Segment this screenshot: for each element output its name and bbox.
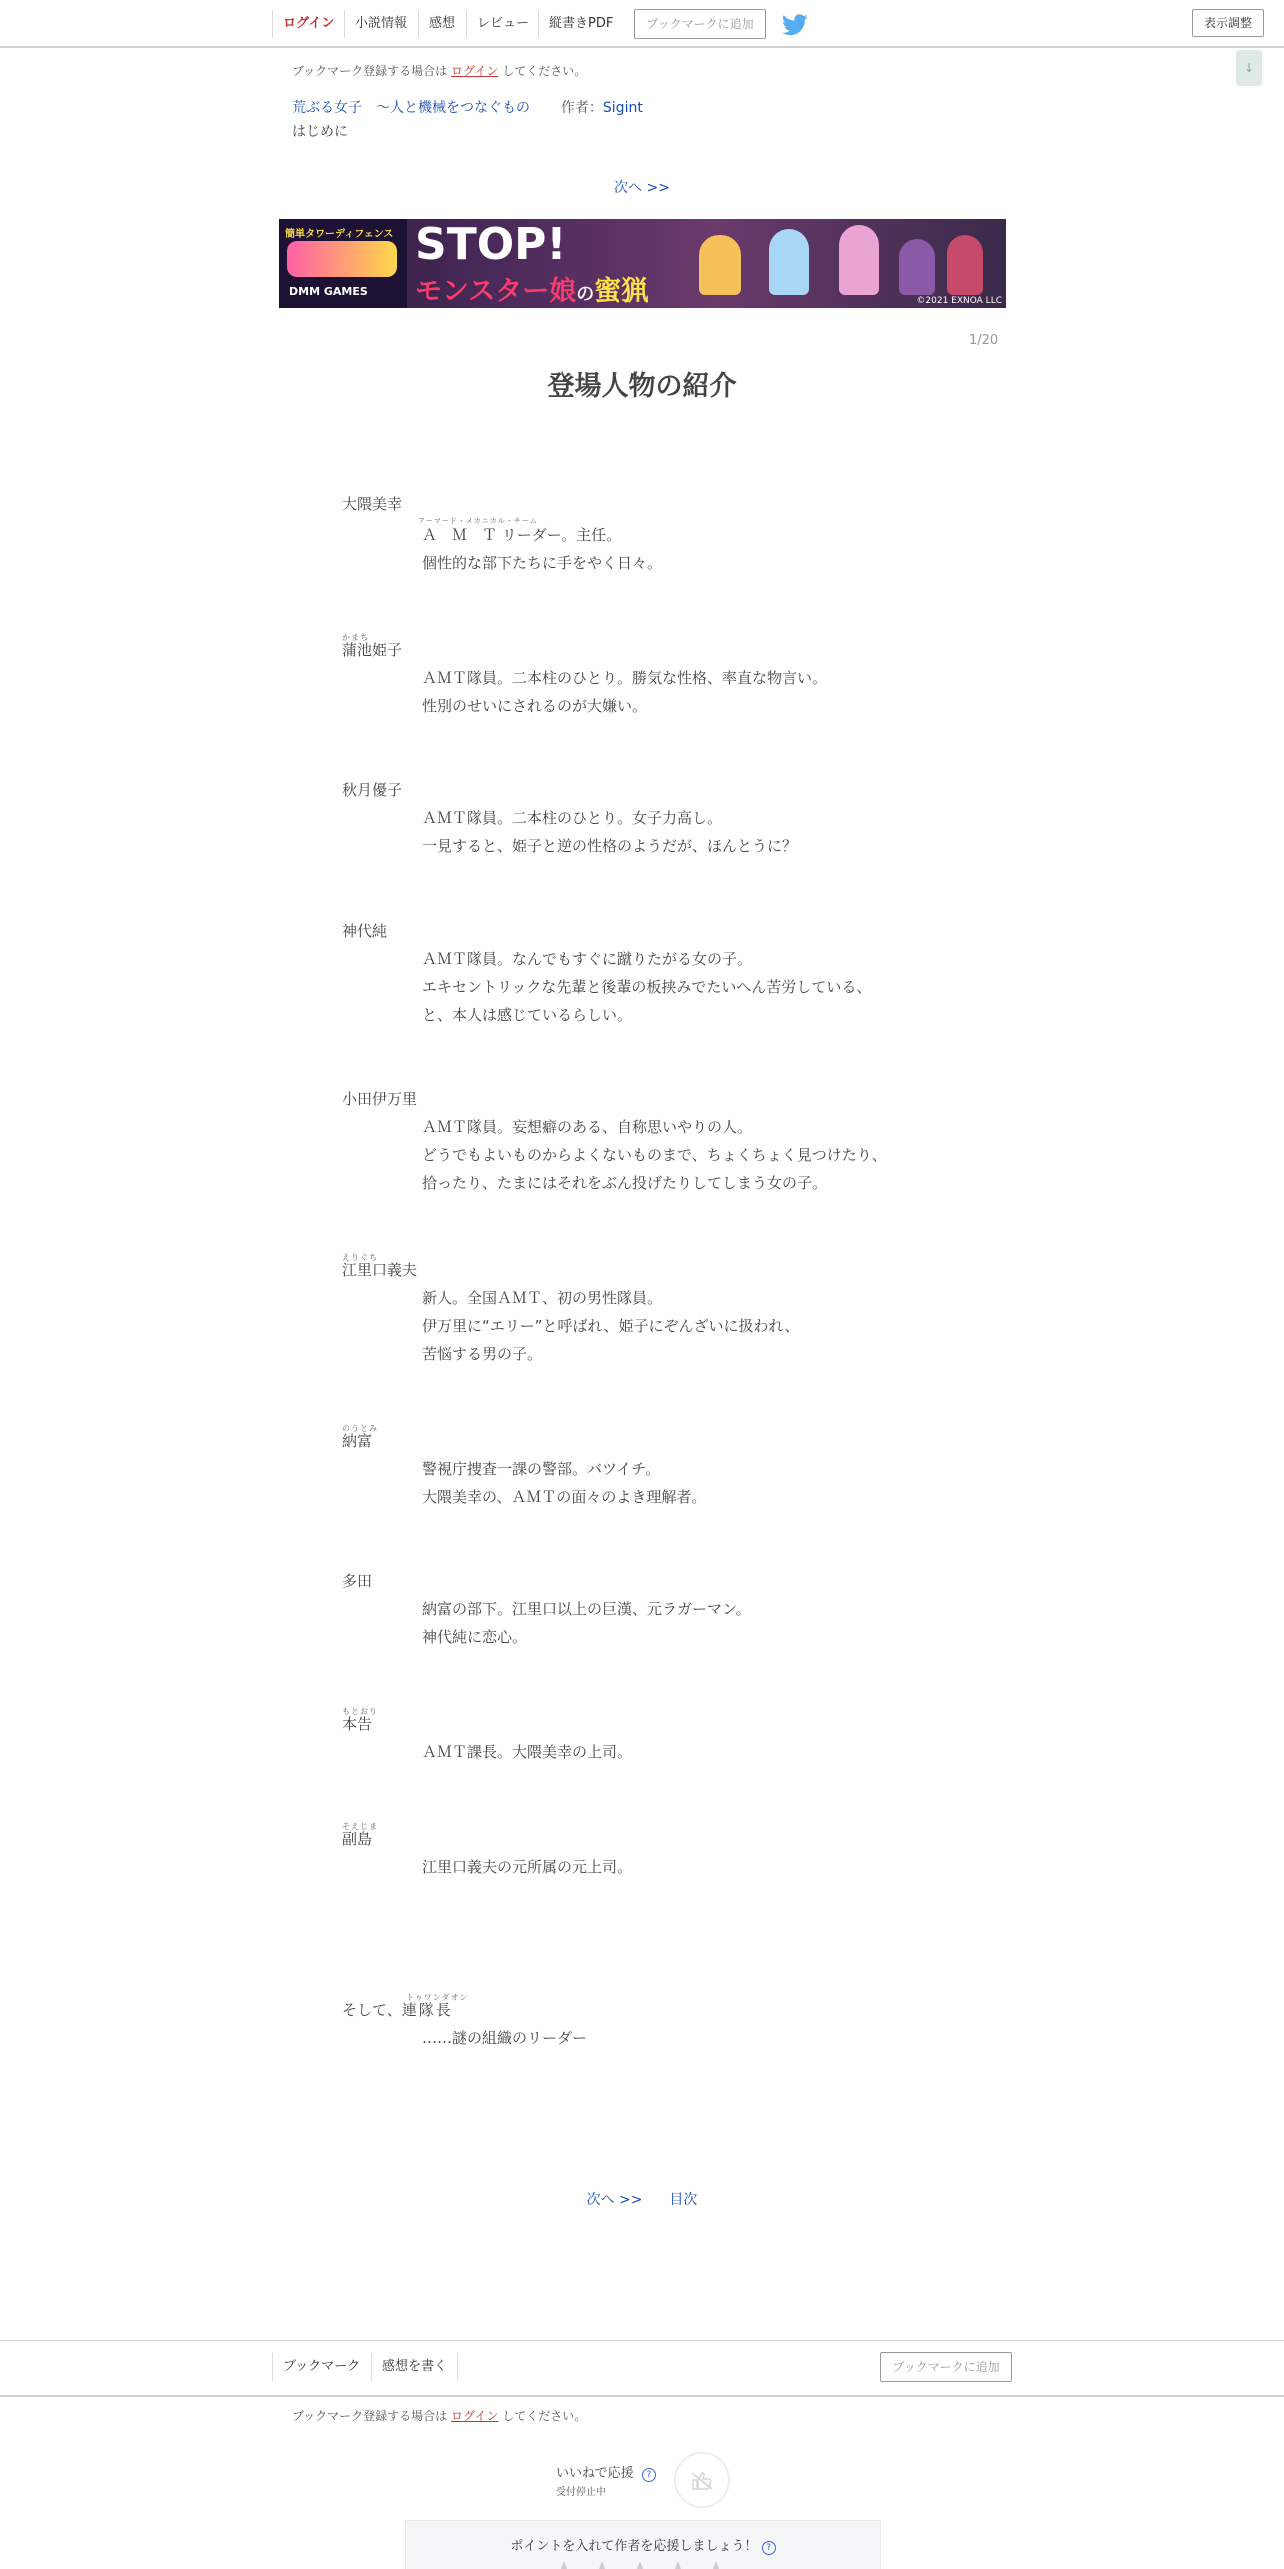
top-nav-bar bbox=[0, 0, 1284, 48]
page-counter: 1/20 bbox=[969, 333, 999, 348]
help-icon[interactable]: ? bbox=[762, 2541, 776, 2555]
character-desc-line: 伊万里に“エリー”と呼ばれ、姫子にぞんざいに扱われ、 bbox=[422, 1317, 800, 1335]
footer-nav-bar bbox=[0, 2340, 1284, 2397]
character-name: 江里口義夫 bbox=[342, 1261, 418, 1279]
closing-name bbox=[342, 1999, 453, 2020]
character-desc-line: ＡＭＴ隊員。なんでもすぐに蹴りたがる女の子。 bbox=[422, 950, 753, 968]
author-link[interactable]: Sigint bbox=[602, 100, 643, 116]
like-status: 受付停止中 bbox=[556, 2487, 606, 2498]
novel-title-link[interactable]: 荒ぶる女子 ～人と機械をつなぐもの bbox=[292, 100, 530, 116]
closing-prefix: そして、 bbox=[342, 2001, 402, 2019]
character-name: 小田伊万里 bbox=[342, 1090, 418, 1108]
write-impression-link[interactable]: 感想を書く bbox=[382, 2359, 448, 2374]
character-desc-line: 新人。全国ＡＭＴ、初の男性隊員。 bbox=[422, 1289, 663, 1307]
character-desc-line: 納富の部下。江里口以上の巨漢、元ラガーマン。 bbox=[422, 1600, 751, 1618]
like-label bbox=[556, 2462, 656, 2482]
bookmark-add-button[interactable]: ブックマークに追加 bbox=[634, 9, 766, 39]
character-ruby: そえじま bbox=[342, 1822, 378, 1831]
footer-bookmark-add-button[interactable]: ブックマークに追加 bbox=[880, 2352, 1012, 2382]
vertical-pdf-link[interactable]: 縦書きPDF bbox=[549, 16, 614, 31]
note-suffix: してください。 bbox=[502, 2409, 587, 2423]
login-link[interactable]: ログイン bbox=[283, 16, 335, 31]
closing-ruby: トゥワンダオン bbox=[406, 1993, 469, 2002]
character-desc-line: ＡＭＴ隊員。妄想癖のある、自称思いやりの人。 bbox=[422, 1118, 753, 1136]
closing-desc-line: ……謎の組織のリーダー bbox=[422, 2029, 588, 2047]
next-page-link-bottom[interactable]: 次へ >> bbox=[586, 2192, 643, 2208]
character-name: 大隈美幸 bbox=[342, 495, 403, 513]
character-name: 秋月優子 bbox=[342, 781, 403, 799]
arrow-down-icon: ↓ bbox=[1243, 61, 1255, 75]
like-button[interactable] bbox=[674, 2452, 730, 2508]
chapter-name: はじめに bbox=[292, 124, 348, 140]
note-prefix: ブックマーク登録する場合は bbox=[292, 2409, 448, 2423]
impressions-link[interactable]: 感想 bbox=[429, 16, 456, 31]
table-of-contents-link[interactable]: 目次 bbox=[669, 2192, 698, 2208]
points-prompt-text: ポイントを入れて作者を応援しましょう！ bbox=[510, 2539, 758, 2554]
scroll-down-button[interactable] bbox=[1236, 50, 1262, 86]
character-desc-line: 大隈美幸の、ＡＭＴの面々のよき理解者。 bbox=[422, 1488, 707, 1506]
character-desc-line: ＡＭＴ課長。大隈美幸の上司。 bbox=[422, 1743, 633, 1761]
note-login-link[interactable]: ログイン bbox=[451, 64, 499, 78]
banner-stop-text: STOP! bbox=[415, 219, 567, 270]
character-name: 副島 bbox=[342, 1830, 373, 1848]
points-prompt bbox=[406, 2535, 880, 2555]
nav-divider bbox=[457, 2353, 458, 2381]
footer-bookmark-login-note bbox=[292, 2407, 586, 2424]
note-login-link[interactable]: ログイン bbox=[451, 2409, 499, 2423]
banner-ad[interactable] bbox=[279, 219, 1006, 308]
character-ruby: もとおり bbox=[342, 1707, 378, 1716]
character-ruby: アーマード・メカニカル・チーム bbox=[418, 517, 538, 525]
character-desc-line: 警視庁捜査一課の警部。バツイチ。 bbox=[422, 1460, 661, 1478]
character-name: 蒲池姫子 bbox=[342, 641, 403, 659]
character-desc-line: 性別のせいにされるのが大嫌い。 bbox=[422, 697, 648, 715]
bookmark-login-note bbox=[292, 62, 586, 79]
display-settings-button[interactable]: 表示調整 bbox=[1192, 9, 1264, 37]
character-ruby: かまち bbox=[342, 633, 369, 642]
character-desc-line: Ａ Ｍ Ｔ リーダー。主任。 bbox=[422, 526, 622, 544]
character-desc-line: と、本人は感じているらしい。 bbox=[422, 1006, 633, 1024]
banner-tagline: 簡単タワーディフェンス bbox=[285, 229, 394, 240]
closing-character: 連隊長 bbox=[401, 2001, 453, 2019]
like-disabled-icon bbox=[690, 2471, 714, 2491]
character-desc-line: 神代純に恋心。 bbox=[422, 1628, 528, 1646]
character-name: 神代純 bbox=[342, 922, 388, 940]
character-desc-line: 拾ったり、たまにはそれをぶん投げたりしてしまう女の子。 bbox=[422, 1174, 828, 1192]
character-ruby: のうとみ bbox=[342, 1424, 378, 1433]
like-label-text: いいねで応援 bbox=[556, 2466, 634, 2481]
twitter-icon[interactable] bbox=[782, 14, 808, 36]
banner-logo-area bbox=[279, 219, 407, 308]
novel-header bbox=[292, 97, 643, 117]
character-desc-line: ＡＭＴ隊員。二本柱のひとり。女子力高し。 bbox=[422, 809, 723, 827]
banner-headline bbox=[415, 269, 648, 308]
bottom-pager bbox=[0, 2189, 1284, 2209]
character-ruby: えりぐち bbox=[342, 1253, 378, 1262]
character-desc-line: 江里口義夫の元所属の元上司。 bbox=[422, 1858, 633, 1876]
next-page-link-top[interactable]: 次へ >> bbox=[614, 180, 670, 196]
character-name: 多田 bbox=[342, 1572, 373, 1590]
game-logo-icon bbox=[287, 241, 397, 277]
character-name: 納富 bbox=[342, 1432, 373, 1450]
character-name: 本告 bbox=[342, 1715, 373, 1733]
points-panel bbox=[405, 2520, 881, 2569]
banner-characters-illustration bbox=[699, 225, 989, 297]
review-link[interactable]: レビュー bbox=[477, 16, 530, 31]
note-suffix: してください。 bbox=[502, 64, 587, 78]
episode-title: 登場人物の紹介 bbox=[547, 371, 737, 402]
character-desc-line: エキセントリックな先輩と後輩の板挟みでたいへん苦労している、 bbox=[422, 978, 872, 996]
bookmark-list-link[interactable]: ブックマーク bbox=[283, 2359, 361, 2374]
banner-headline-c: 蜜猟 bbox=[594, 276, 649, 307]
character-desc-line: 個性的な部下たちに手をやく日々。 bbox=[422, 554, 663, 572]
author-label: 作者： bbox=[560, 100, 603, 116]
banner-headline-a: モンスター娘 bbox=[415, 276, 577, 307]
character-desc-line: 苦悩する男の子。 bbox=[422, 1345, 543, 1363]
banner-brand: DMM GAMES bbox=[289, 285, 368, 298]
help-icon[interactable]: ? bbox=[642, 2468, 656, 2482]
character-desc-line: ＡＭＴ隊員。二本柱のひとり。勝気な性格、率直な物言い。 bbox=[422, 669, 828, 687]
character-desc-line: 一見すると、姫子と逆の性格のようだが、ほんとうに？ bbox=[422, 837, 798, 855]
banner-copyright: ©2021 EXNOA LLC bbox=[916, 296, 1002, 306]
novel-info-link[interactable]: 小説情報 bbox=[355, 16, 408, 31]
character-desc-line: どうでもよいものからよくないものまで、ちょくちょく見つけたり、 bbox=[422, 1146, 887, 1164]
banner-headline-b: の bbox=[576, 284, 595, 305]
note-prefix: ブックマーク登録する場合は bbox=[292, 64, 448, 78]
